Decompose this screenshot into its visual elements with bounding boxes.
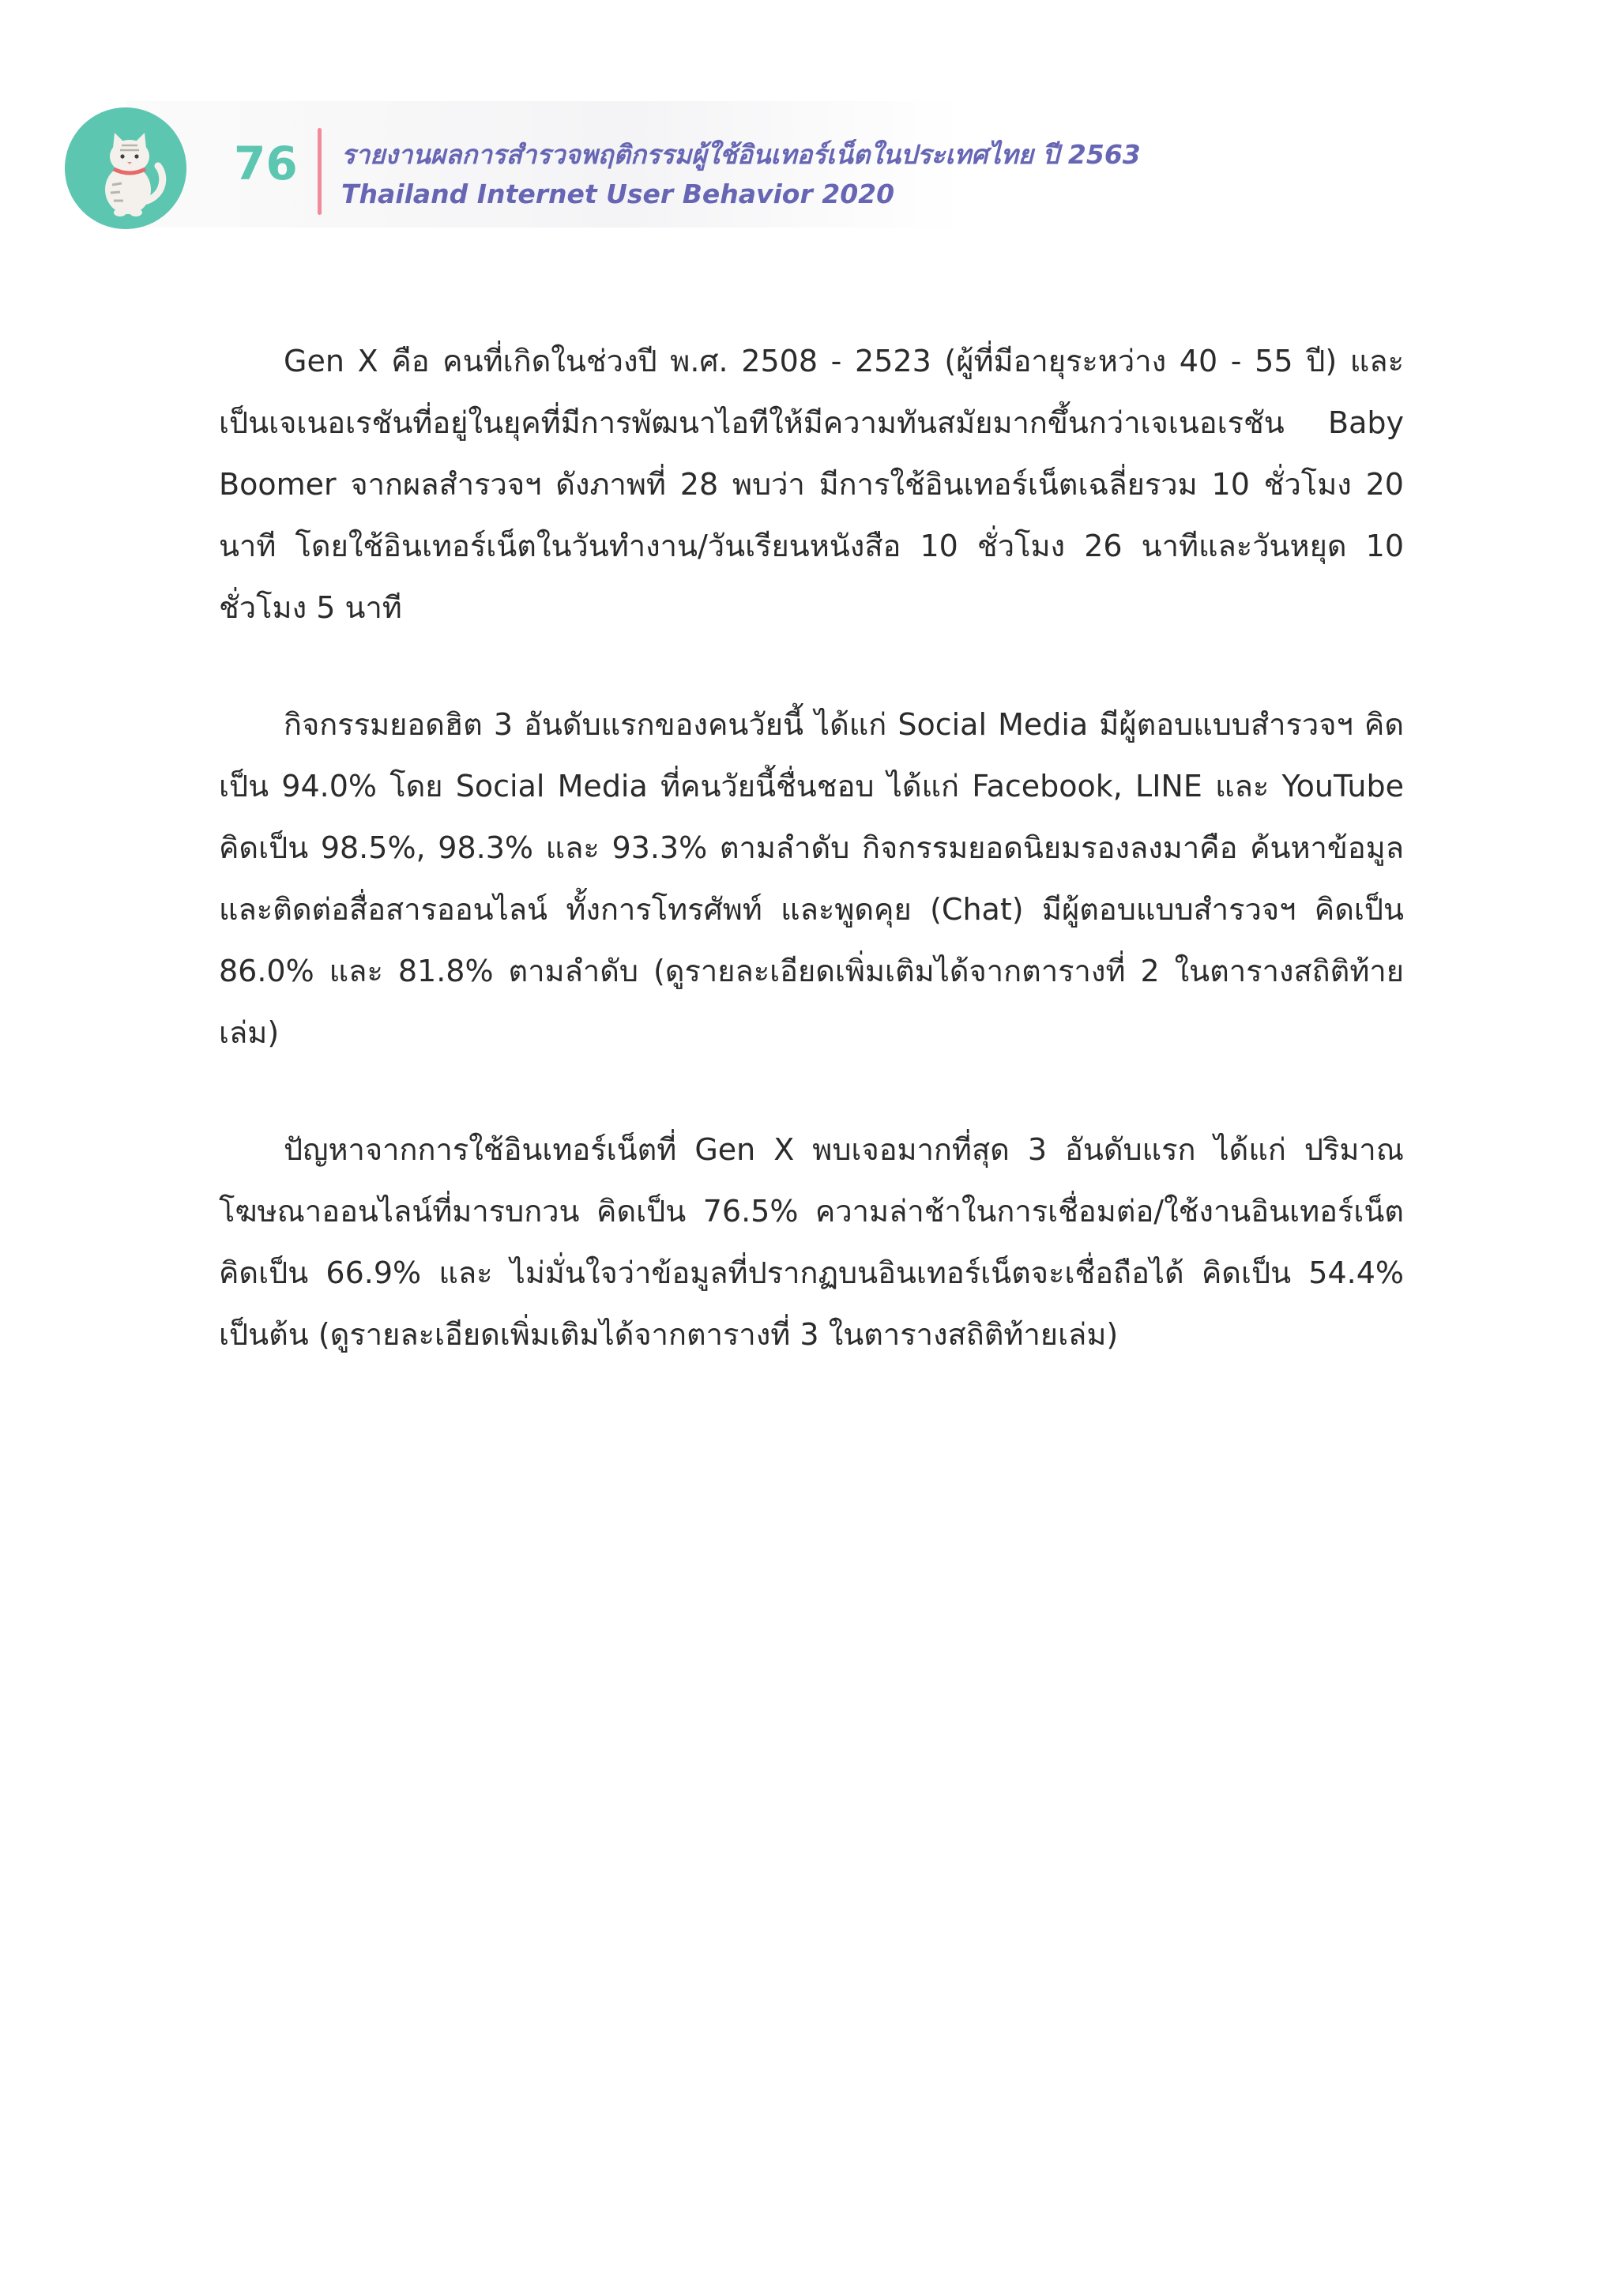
paragraph-gen-x-activities: กิจกรรมยอดฮิต 3 อันดับแรกของคนวัยนี้ ได้แก่ Social Media มีผู้ตอบแบบสำรวจฯ คิดเป็น 94.0% โดย Social Media ที่คนวัยนี้ชื่นชอบ ได้แก่ Facebook, LINE และ YouTube คิดเป็น 98.5%, 98.3% และ 93.3% ตามลำดับ กิจกรรมยอดนิยมรองลงมาคือ ค้นหาข้อมูล และติดต่อสื่อสารออนไลน์ ทั้งการโทรศัพท์ และพูดคุย (Chat) มีผู้ตอบแบบสำรวจฯ คิดเป็น 86.0% และ 81.8% ตามลำดับ (ดูรายละเอียดเพิ่มเติมได้จากตารางที่ 2 ในตารางสถิติท้ายเล่ม) — [219, 707, 1404, 1050]
header-divider — [318, 128, 322, 215]
cat-logo-icon — [65, 107, 186, 229]
page-number: 76 — [234, 137, 298, 190]
header-title-english: Thailand Internet User Behavior 2020 — [341, 179, 895, 209]
paragraph-gen-x-usage: Gen X คือ คนที่เกิดในช่วงปี พ.ศ. 2508 - 2523 (ผู้ที่มีอายุระหว่าง 40 - 55 ปี) และเป็นเจเนอเรชันที่อยู่ในยุคที่มีการพัฒนาไอทีให้มีความทันสมัยมากขึ้นกว่าเจเนอเรชัน Baby Boomer จากผลสำรวจฯ ดังภาพที่ 28 พบว่า มีการใช้อินเทอร์เน็ตเฉลี่ยรวม 10 ชั่วโมง 20 นาที โดยใช้อินเทอร์เน็ตในวันทำงาน/วันเรียนหนังสือ 10 ชั่วโมง 26 นาทีและวันหยุด 10 ชั่วโมง 5 นาที — [219, 344, 1404, 625]
page-header — [0, 0, 1618, 237]
body-content — [219, 330, 1404, 1421]
header-title-thai: รายงานผลการสำรวจพฤติกรรมผู้ใช้อินเทอร์เน็ตในประเทศไทย ปี 2563 — [341, 139, 1141, 170]
paragraph-gen-x-problems: ปัญหาจากการใช้อินเทอร์เน็ตที่ Gen X พบเจอมากที่สุด 3 อันดับแรก ได้แก่ ปริมาณโฆษณาออนไลน์ที่มารบกวน คิดเป็น 76.5% ความล่าช้าในการเชื่อมต่อ/ใช้งานอินเทอร์เน็ต คิดเป็น 66.9% และ ไม่มั่นใจว่าข้อมูลที่ปรากฏบนอินเทอร์เน็ตจะเชื่อถือได้ คิดเป็น 54.4% เป็นต้น (ดูรายละเอียดเพิ่มเติมได้จากตารางที่ 3 ในตารางสถิติท้ายเล่ม) — [219, 1132, 1404, 1352]
